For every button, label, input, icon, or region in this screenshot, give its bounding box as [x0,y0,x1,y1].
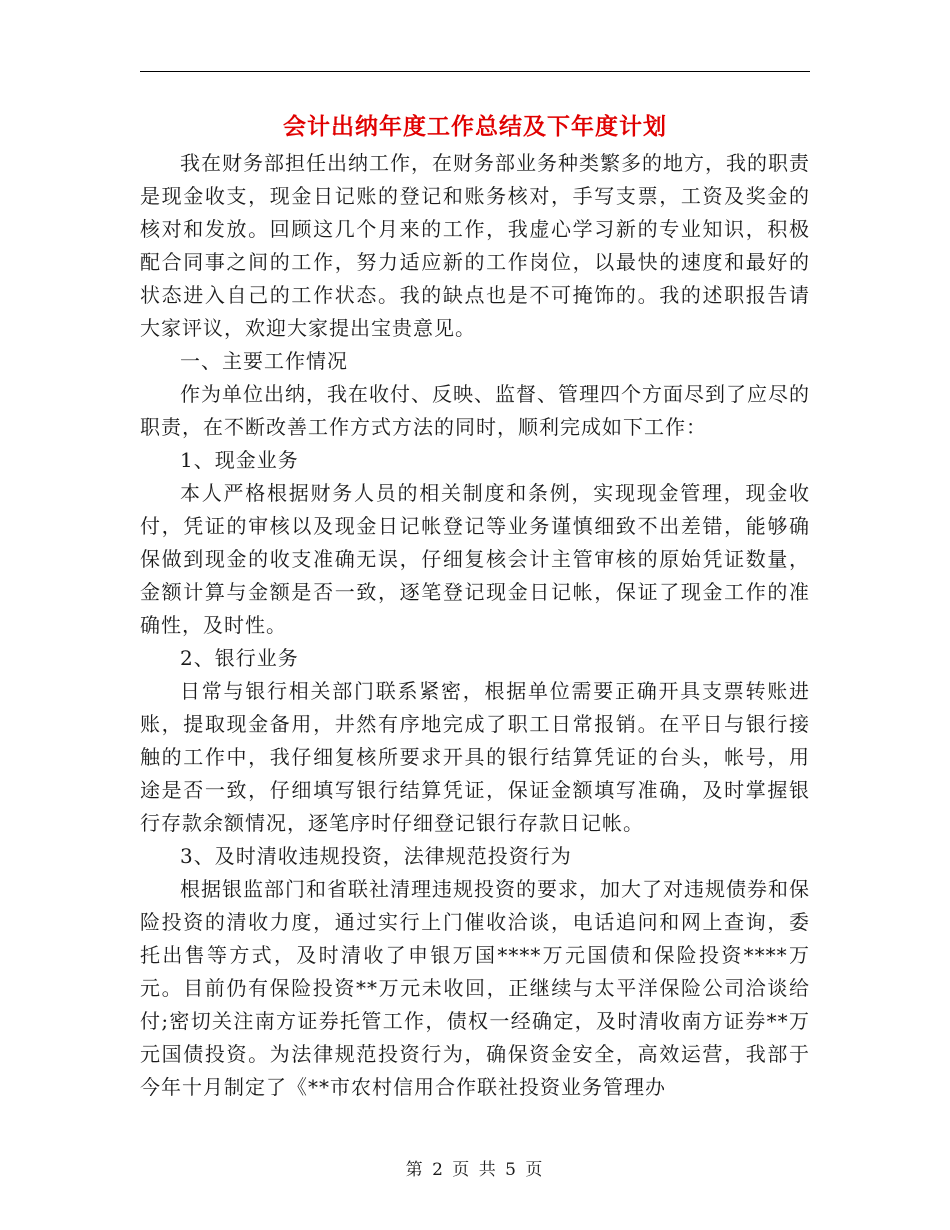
subheading-cash-business: 1、现金业务 [180,448,299,472]
paragraph-investment: 根据银监部门和省联社清理违规投资的要求，加大了对违规债券和保险投资的清收力度，通过实行上门催收洽谈，电话追问和网上查询，委托出售等方式，及时清收了申银万国****万元国债和保险投资****万元。目前仍有保险投资**万元未收回，正继续与太平洋保险公司洽谈给付;密切关注南方证券托管工作，债权一经确定，及时清收南方证券**万元国债投资。为法律规范投资行为，确保资金安全，高效运营，我部于今年十月制定了《**市农村信用合作联社投资业务管理办 [140,877,810,1099]
page-footer: 第 2 页 共 5 页 [405,1160,545,1180]
paragraph-main-work: 作为单位出纳，我在收付、反映、监督、管理四个方面尽到了应尽的职责，在不断改善工作方式方法的同时，顺利完成如下工作： [140,382,810,439]
subheading-bank-business: 2、银行业务 [180,646,299,670]
header-rule [140,71,810,72]
document-body [140,147,810,1104]
paragraph-cash-business: 本人严格根据财务人员的相关制度和条例，实现现金管理，现金收付，凭证的审核以及现金日记帐登记等业务谨慎细致不出差错，能够确保做到现金的收支准确无误，仔细复核会计主管审核的原始凭证数量，金额计算与金额是否一致，逐笔登记现金日记帐，保证了现金工作的准确性，及时性。 [140,481,810,637]
document-title: 会计出纳年度工作总结及下年度计划 [283,114,667,140]
subheading-investment: 3、及时清收违规投资，法律规范投资行为 [180,844,572,868]
paragraph-bank-business: 日常与银行相关部门联系紧密，根据单位需要正确开具支票转账进账，提取现金备用，井然有序地完成了职工日常报销。在平日与银行接触的工作中，我仔细复核所要求开具的银行结算凭证的台头，帐号，用途是否一致，仔细填写银行结算凭证，保证金额填写准确，及时掌握银行存款余额情况，逐笔序时仔细登记银行存款日记帐。 [140,679,810,835]
paragraph-intro: 我在财务部担任出纳工作，在财务部业务种类繁多的地方，我的职责是现金收支，现金日记账的登记和账务核对，手写支票，工资及奖金的核对和发放。回顾这几个月来的工作，我虚心学习新的专业知识，积极配合同事之间的工作，努力适应新的工作岗位，以最快的速度和最好的状态进入自己的工作状态。我的缺点也是不可掩饰的。我的述职报告请大家评议，欢迎大家提出宝贵意见。 [140,151,810,340]
section-heading-main-work: 一、主要工作情况 [180,349,348,373]
